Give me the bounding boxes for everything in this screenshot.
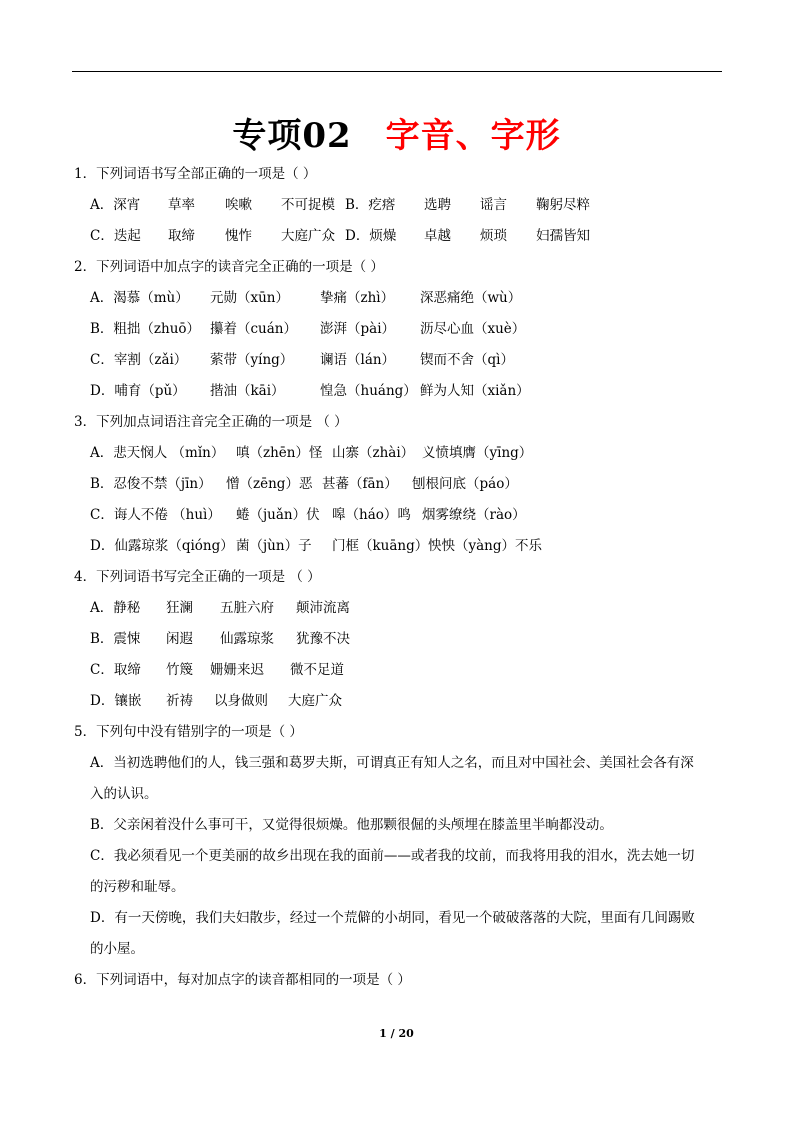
option-paragraph-line: 的小屋。: [90, 941, 144, 957]
option-item: C．迭起: [90, 228, 141, 244]
option-item: B．忍俊不禁（jīn）: [90, 476, 212, 492]
option-line: [74, 503, 724, 534]
option-paragraph-line: 入的认识。: [90, 786, 158, 802]
option-item: 谣言: [480, 197, 507, 213]
question-stem: 1．下列词语书写全部正确的一项是（ ）: [74, 166, 317, 182]
option-item: 狂澜: [166, 600, 193, 616]
option-item: 大庭广众: [288, 693, 342, 709]
option-item: 仙露琼浆: [220, 631, 274, 647]
option-item: 取缔: [168, 228, 195, 244]
option-item: C．取缔: [90, 662, 141, 678]
option-item: 义愤填膺（yīng）: [422, 445, 533, 461]
option-item: 唉嗽: [225, 197, 252, 213]
option-item: 微不足道: [290, 662, 344, 678]
option-item: A．深宵: [90, 197, 141, 213]
option-item: D．哺育（pǔ）: [90, 383, 186, 399]
option-item: 深恶痛绝（wù）: [420, 290, 522, 306]
title-sub: 字音、字形: [385, 116, 561, 156]
option-item: D．烦燥: [345, 228, 397, 244]
option-item: 鲜为人知（xiǎn）: [420, 383, 530, 399]
option-item: 憎（zēng）恶: [226, 476, 313, 492]
option-item: 以身做则: [214, 693, 268, 709]
question-stem: 5．下列句中没有错别字的一项是（ ）: [74, 724, 303, 740]
option-item: A．静秘: [90, 600, 141, 616]
option-item: 烦琐: [480, 228, 507, 244]
option-item: 选聘: [424, 197, 451, 213]
option-paragraph-line: D．有一天傍晚，我们夫妇散步，经过一个荒僻的小胡同，看见一个破破落落的大院，里面有几间踢败: [90, 910, 695, 926]
option-line: [74, 658, 724, 689]
option-item: 闲遐: [166, 631, 193, 647]
option-item: C．宰割（zǎi）: [90, 352, 188, 368]
question-stem: 4．下列词语书写完全正确的一项是 （ ）: [74, 569, 321, 585]
question-stem: 6．下列词语中，每对加点字的读音都相同的一项是（ ）: [74, 972, 411, 988]
option-item: 鞠躬尽粹: [536, 197, 590, 213]
option-item: 锲而不舍（qì）: [420, 352, 514, 368]
option-item: 沥尽心血（xuè）: [420, 321, 526, 337]
option-item: 怏怏（yàng）不乐: [428, 538, 543, 554]
option-paragraph-line: B．父亲闲着没什么事可干，又觉得很烦燥。他那颗很倔的头颅埋在膝盖里半晌都没动。: [90, 817, 613, 833]
option-item: 祈祷: [166, 693, 193, 709]
option-item: A．悲天悯人 （mǐn）: [90, 445, 225, 461]
option-item: 山寨（zhài）: [332, 445, 415, 461]
option-paragraph-line: A．当初选聘他们的人，钱三强和葛罗夫斯，可谓真正有知人之名，而且对中国社会、美国社会各有深: [90, 755, 694, 771]
option-item: 嗔（zhēn）怪: [236, 445, 323, 461]
title-main: 专项02: [232, 116, 352, 156]
option-item: 妇孺皆知: [536, 228, 590, 244]
question-list: [74, 162, 724, 999]
option-item: 嗥（háo）鸣: [332, 507, 411, 523]
option-item: 不可捉模: [281, 197, 335, 213]
option-item: D．仙露琼浆（qióng）: [90, 538, 234, 554]
option-item: 谰语（lán）: [320, 352, 396, 368]
option-item: 元勋（xūn）: [210, 290, 290, 306]
option-line: [74, 348, 724, 379]
option-item: 烟雾缭绕（rào）: [422, 507, 526, 523]
option-item: C．诲人不倦 （huì）: [90, 507, 221, 523]
option-line: [74, 534, 724, 565]
option-item: 甚蕃（fān）: [322, 476, 398, 492]
option-item: 颠沛流离: [296, 600, 350, 616]
option-item: B．震悚: [90, 631, 141, 647]
option-item: 姗姗来迟: [210, 662, 264, 678]
question-stem: 2．下列词语中加点字的读音完全正确的一项是（ ）: [74, 259, 384, 275]
option-item: 蜷（juǎn）伏: [236, 507, 320, 523]
option-item: 门框（kuāng）: [332, 538, 429, 554]
page-number: 1 / 20: [379, 1027, 414, 1040]
option-line: [74, 224, 724, 255]
option-item: 菌（jùn）子: [236, 538, 312, 554]
option-item: 刨根问底（páo）: [412, 476, 518, 492]
option-item: 揩油（kāi）: [210, 383, 285, 399]
option-item: 澎湃（pài）: [320, 321, 396, 337]
header-rule: [72, 71, 722, 72]
option-item: 愧怍: [225, 228, 252, 244]
question-stem: 3．下列加点词语注音完全正确的一项是 （ ）: [74, 414, 348, 430]
option-item: 草率: [168, 197, 195, 213]
option-item: D．镶嵌: [90, 693, 142, 709]
option-item: 萦带（yíng）: [210, 352, 294, 368]
option-item: 犹豫不决: [296, 631, 350, 647]
option-line: [74, 286, 724, 317]
option-paragraph-line: C．我必须看见一个更美丽的故乡出现在我的面前——或者我的坟前，而我将用我的泪水，洗去她一切: [90, 848, 695, 864]
page-title: [0, 108, 793, 157]
option-item: B．粗拙（zhuō）: [90, 321, 201, 337]
option-line: [74, 627, 724, 658]
option-item: 挚痛（zhì）: [320, 290, 395, 306]
option-line: [74, 193, 724, 224]
option-item: A．渴慕（mù）: [90, 290, 189, 306]
option-line: [74, 596, 724, 627]
option-line: [74, 472, 724, 503]
option-item: 惶急（huáng）: [320, 383, 417, 399]
option-item: 攥着（cuán）: [210, 321, 297, 337]
option-line: [74, 441, 724, 472]
option-item: 大庭广众: [281, 228, 335, 244]
option-line: [74, 689, 724, 720]
option-item: 五脏六府: [220, 600, 274, 616]
option-item: 卓越: [424, 228, 451, 244]
option-item: 竹篾: [166, 662, 193, 678]
option-line: [74, 379, 724, 410]
option-line: [74, 317, 724, 348]
option-item: B．疙瘩: [345, 197, 396, 213]
option-paragraph-line: 的污秽和耻辱。: [90, 879, 185, 895]
